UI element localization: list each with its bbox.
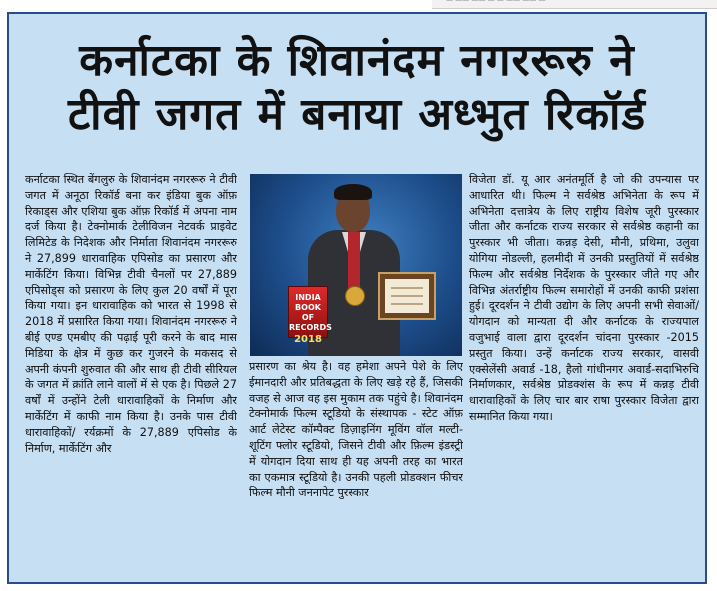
record-book xyxy=(288,286,332,345)
article-column-1 xyxy=(25,172,237,582)
record-book-year: 2018 xyxy=(294,334,322,345)
column-3-text: विजेता डॉ. यू आर अनंतमूर्ति है जो की उपन्यास पर आधारित थी। फिल्म ने सर्वश्रेष्ठ अभिनेता के रूप में अभिनेता दत्तात्रेय के लिए राष्ट्रीय विशेष जूरी पुरस्कार जीता और कर्नाटक राज्य सरकार से सर्वश्रेष्ठ कहानी का पुरस्कार भी जीता। कन्नड़ देसी, मौनी, प्रथिमा, उलुवा योगिया नोडल्ली, हलमीदी में उनकी प्रस्तुतियों में सर्वश्रेष्ठ फिल्म और सर्वश्रेष्ठ निर्देशक के पुरस्कार जीते गए और विभिन्न अंतर्राष्ट्रीय फिल्म समारोहों में उनकी काफी प्रशंसा हुई। दूरदर्शन ने टीवी उद्योग के लिए अपनी सभी सेवाओं/योगदान को मान्यता दी और कर्नाटक के राज्यपाल वजुभाई वाला द्वारा दूरदर्शन चांदना पुरस्कार -2015 प्रस्तुत किया। उन्हें कर्नाटक राज्य सरकार, वासवी एक्सेलेंसी अवार्ड -18, हैलो गांधीनगर अवार्ड-सदाभिरुचि निर्माणकार, सर्वश्रेष्ठ प्रोडक्शंस के रूप में कन्नड़ टीवी धारावाहिकों के लिए चार बार राषा पुरस्कार विजेता द्वारा सम्मानित किया गया। xyxy=(469,173,699,423)
certificate-line xyxy=(391,287,423,289)
article-column-3 xyxy=(469,172,699,582)
headline-line-2: टीवी जगत में बनाया अध्भुत रिकॉर्ड xyxy=(68,89,646,140)
headline-line-1: कर्नाटका के शिवानंदम नगररूरु ने xyxy=(79,35,635,86)
adjacent-article-strip xyxy=(432,0,717,9)
column-2-text: प्रसारण का श्रेय है। वह हमेशा अपने पेशे के लिए ईमानदारी और प्रतिबद्धता के लिए खड़े रहे हैं, जिसकी वजह से आज वह इस मुकाम तक पहुंचे है। शिवानंदम टेक्नोमार्क फिल्म स्टूडियो के संस्थापक - स्टेट ऑफ़ आर्ट लेटेस्ट कॉम्पैक्ट डिज़ाइनिंग मूविंग वॉल मल्टी-शूटिंग फ्लोर स्टूडियो, जिसने टीवी और फ़िल्म इंडस्ट्री में योगदान दिया साथ ही यह अपनी तरह का भारत का एकमात्र स्टूडियो है। उनकी पहली प्रोडक्शन फीचर फिल्म मौनी जननापेट पुरस्कार xyxy=(249,360,463,500)
certificate-paper xyxy=(385,279,429,313)
medal-icon xyxy=(345,286,365,306)
record-book-title: INDIA BOOK OF RECORDS xyxy=(289,293,332,332)
medal-ribbon xyxy=(348,232,360,292)
certificate-line xyxy=(391,303,423,305)
adjacent-article-text: — —— —— — — —— —— — xyxy=(446,0,546,4)
award-photo xyxy=(250,174,462,356)
article-column-2 xyxy=(249,359,463,582)
person-hair xyxy=(334,184,372,200)
column-1-text: कर्नाटका स्थित बेंगलुरु के शिवानंदम नगररूरु ने टीवी जगत में अनूठा रिकॉर्ड बना कर इंडिया बुक ऑफ़ रिकाड्स और एशिया बुक ऑफ़ रिकॉर्ड में अपना नाम दर्ज किया है। टेक्नोमार्क टेलीविजन नेटवर्क प्राइवेट लिमिटेड के निदेशक और निर्माता शिवानंदम नगररूरु ने 27,899 धारावाहिक एपिसोड का प्रसारण और मार्केटिंग किया। विभिन्न टीवी चैनलों पर 27,889 एपिसोड्स को प्रसारण के लिए कुल 20 वर्षों में पूरा किया गया। इन धारावाहिक को भारत से 1998 से 2018 में प्रसारित किया गया। शिवानंदम नगररूरु ने बीई एण्ड एमबीए की पढ़ाई पूरी करने के बाद मास मिडिया के क्षेत्र में कुछ कर गुजरने के मकसद से अपनी कंपनी शुरुवात की और साथ ही टीवी सीरियल के जगत में क्रांति लाने वालों में से एक है। पिछले 27 वर्षों में उन्होंने टेली धारावाहिकों के निर्माण और मार्केटिंग में काफी नाम किया है। उनके पास टीवी धारावाहिकों/ रर्यक्रमों के 27,889 एपिसोड के निर्माण, मार्केटिंग और xyxy=(25,173,237,455)
newspaper-clipping xyxy=(7,12,707,584)
headline xyxy=(9,34,705,142)
certificate-line xyxy=(391,295,423,297)
framed-certificate xyxy=(378,272,436,320)
